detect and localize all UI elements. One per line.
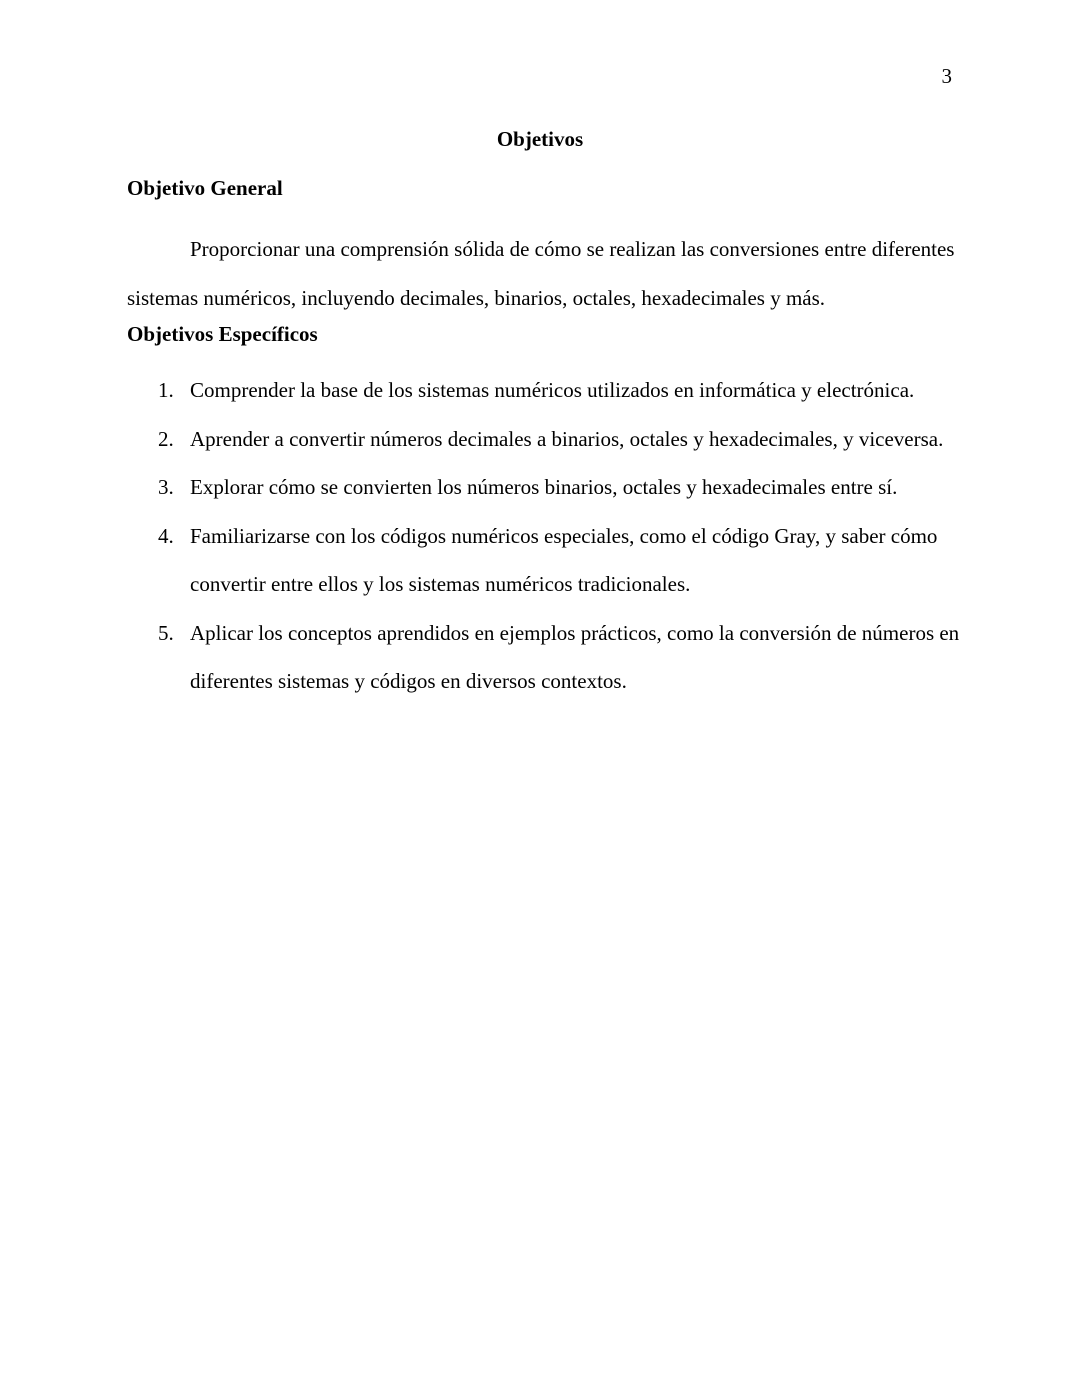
list-item-text: Familiarizarse con los códigos numéricos especiales, como el código Gray, y saber cómo convertir entre ellos y los sistemas numéricos tradicionales.	[190, 523, 938, 596]
list-item-text: Aplicar los conceptos aprendidos en ejemplos prácticos, como la conversión de números en diferentes sistemas y códigos en diversos contextos.	[190, 620, 960, 693]
general-objective-paragraph: Proporcionar una comprensión sólida de cómo se realizan las conversiones entre diferentes sistemas numéricos, incluyendo decimales, binarios, octales, hexadecimales y más.	[127, 237, 955, 310]
specific-objectives-heading: Objetivos Específicos	[127, 322, 318, 346]
page-title: Objetivos	[496, 127, 584, 151]
list-item	[0, 512, 1080, 609]
list-item-number: 1.	[158, 378, 174, 402]
list-item	[0, 609, 1080, 706]
list-item-number: 2.	[158, 426, 174, 451]
list-item-text: Explorar cómo se convierten los números binarios, octales y hexadecimales entre sí.	[190, 475, 898, 499]
list-item-number: 3.	[158, 475, 174, 499]
page-number: 3	[941, 64, 952, 88]
general-objective-heading: Objetivo General	[127, 176, 283, 200]
list-item-number: 4.	[158, 523, 174, 548]
list-item-text: Aprender a convertir números decimales a binarios, octales y hexadecimales, y viceversa.	[190, 426, 944, 451]
list-item	[0, 463, 1080, 512]
list-item-text: Comprender la base de los sistemas numéricos utilizados en informática y electrónica.	[190, 378, 915, 402]
list-item	[0, 366, 1080, 415]
list-item	[0, 415, 1080, 464]
list-item-number: 5.	[158, 620, 174, 645]
specific-objectives-list	[0, 366, 1080, 706]
